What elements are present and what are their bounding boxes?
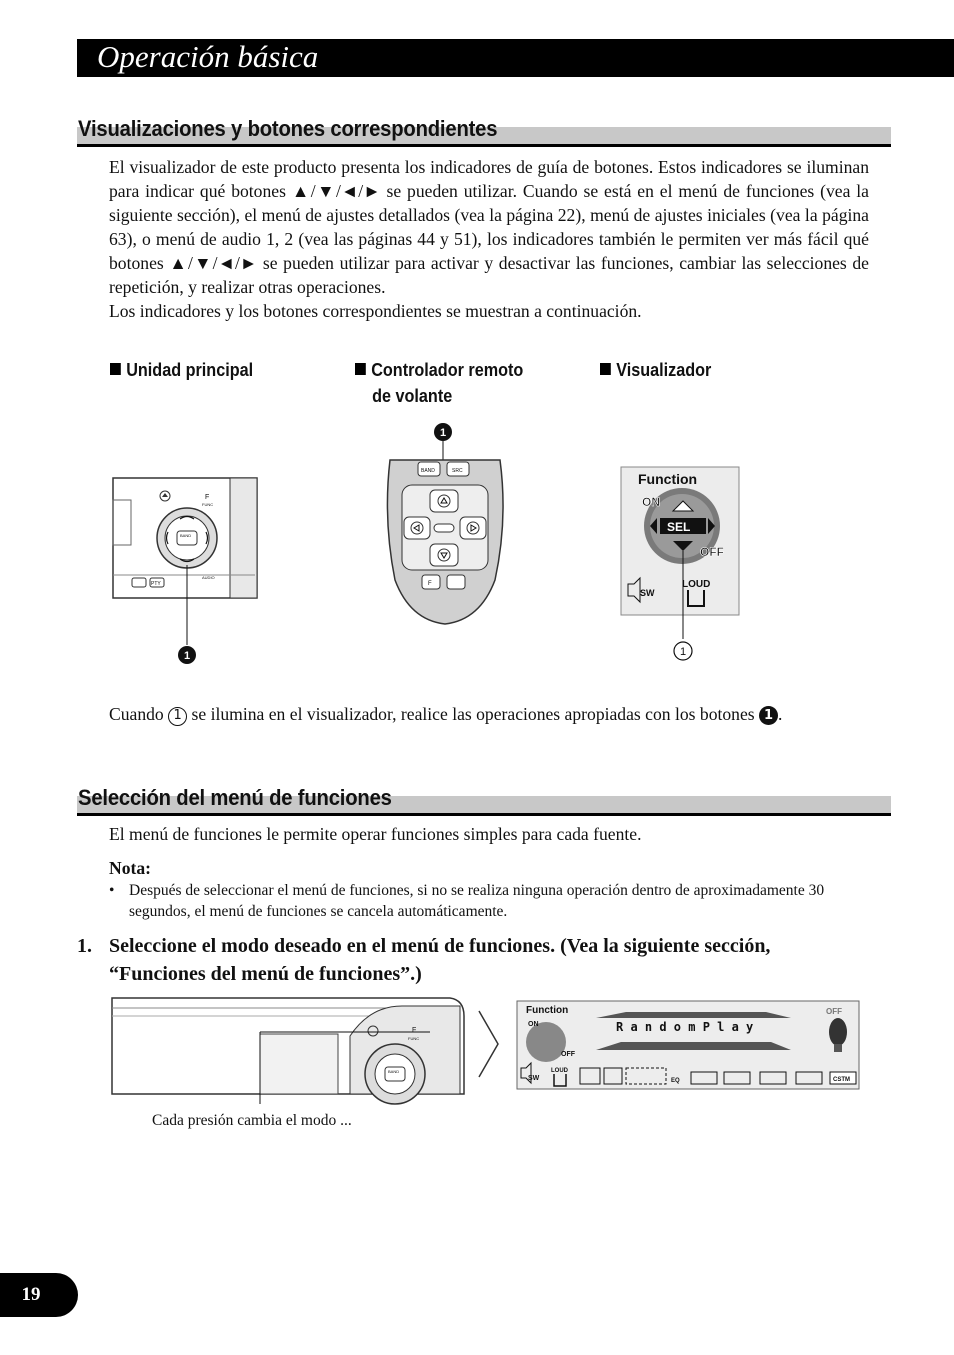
indicator-marker-icon: 1 [168, 707, 187, 726]
label-display: Visualizador [600, 357, 711, 383]
display-figure [620, 466, 745, 666]
svg-text:PTY: PTY [151, 581, 161, 587]
head-unit-figure [110, 996, 466, 1106]
square-bullet-icon [110, 363, 121, 375]
label-remote: Controlador remoto de volante [355, 357, 523, 409]
section-heading-function-menu [77, 785, 891, 816]
svg-text:ON: ON [642, 495, 660, 509]
svg-text:ON: ON [528, 1021, 539, 1028]
arrow-right-icon [476, 1008, 502, 1080]
svg-text:FUNC: FUNC [202, 502, 214, 507]
svg-text:LOUD: LOUD [551, 1068, 568, 1074]
step-text: Seleccione el modo deseado en el menú de funciones. (Vea la siguiente sección, “Funciones del menú de funciones”.) [109, 935, 771, 985]
svg-text:LOUD: LOUD [682, 579, 711, 590]
section-title: Visualizaciones y botones correspondientes [78, 116, 498, 141]
svg-text:OFF: OFF [700, 545, 724, 559]
svg-text:FUNC: FUNC [408, 1036, 420, 1041]
section-heading-displays [77, 116, 891, 147]
step-number: 1. [77, 935, 92, 957]
figure-caption: Cada presión cambia el modo ... [152, 1112, 352, 1129]
svg-text:AUDIO: AUDIO [202, 575, 215, 580]
svg-text:SW: SW [640, 588, 655, 598]
svg-text:SEL: SEL [667, 520, 691, 534]
random-play-display-figure [516, 1000, 861, 1092]
svg-text:F: F [412, 1027, 417, 1034]
chapter-title: Operación básica [97, 39, 319, 74]
svg-text:Function: Function [526, 1005, 569, 1016]
main-unit-figure [110, 475, 260, 670]
svg-text:F: F [205, 494, 210, 501]
svg-text:1: 1 [183, 650, 191, 662]
square-bullet-icon [600, 363, 611, 375]
steering-remote-figure [380, 420, 510, 625]
svg-text:1: 1 [679, 646, 687, 658]
svg-text:EQ: EQ [671, 1078, 680, 1084]
svg-text:OFF: OFF [826, 1007, 842, 1016]
heading-rule [77, 813, 891, 816]
svg-text:R a n d o m P l a y: R a n d o m P l a y [616, 1020, 754, 1034]
note-title: Nota: [109, 858, 152, 878]
section2-body [109, 822, 869, 846]
button-marker-icon: 1 [759, 706, 778, 725]
display-instruction: Cuando 1 se ilumina en el visualizador, realice las operaciones apropiadas con los botones 1 . [109, 704, 783, 724]
paragraph: El visualizador de este producto presenta los indicadores de guía de botones. Estos indicadores se iluminan para indicar qué botones ▲/▼/◄/► se pueden utilizar. Cuando se está en el menú de funciones (vea la siguiente sección), el menú de ajustes detallados (vea la página 22), menú de ajustes iniciales (vea la página 63), o menú de audio 1, 2 (vea las páginas 44 y 51), los indicadores también le permiten ver más fácil qué botones ▲/▼/◄/► se pueden utilizar para activar y desactivar las funciones, cambiar las selecciones de repetición, y realizar otras operaciones. [109, 157, 869, 297]
svg-text:SW: SW [528, 1075, 540, 1082]
page-number-tab [0, 1273, 78, 1317]
label-main-unit: Unidad principal [110, 357, 253, 383]
note-text: Después de seleccionar el menú de funciones, si no se realiza ninguna operación dentro de aproximadamente 30 segundos, el menú de funciones se cancela automáticamente. [129, 882, 825, 920]
svg-text:Function: Function [638, 471, 698, 487]
svg-text:CSTM: CSTM [833, 1077, 850, 1083]
chapter-header-bar [77, 39, 954, 77]
bullet-dot: • [109, 882, 115, 899]
paragraph: El menú de funciones le permite operar funciones simples para cada fuente. [109, 824, 642, 844]
section1-body [109, 155, 869, 323]
section-title: Selección del menú de funciones [78, 785, 392, 810]
paragraph: Los indicadores y los botones correspondientes se muestran a continuación. [109, 301, 642, 321]
heading-rule [77, 144, 891, 147]
svg-text:F: F [428, 581, 432, 587]
svg-text:BAND: BAND [180, 533, 192, 538]
svg-text:SRC: SRC [452, 468, 463, 474]
svg-text:BAND: BAND [421, 468, 435, 474]
svg-text:OFF: OFF [561, 1051, 575, 1058]
page-number: 19 [21, 1284, 41, 1305]
square-bullet-icon [355, 363, 366, 375]
svg-text:BAND: BAND [388, 1069, 400, 1074]
svg-text:1: 1 [439, 427, 447, 439]
